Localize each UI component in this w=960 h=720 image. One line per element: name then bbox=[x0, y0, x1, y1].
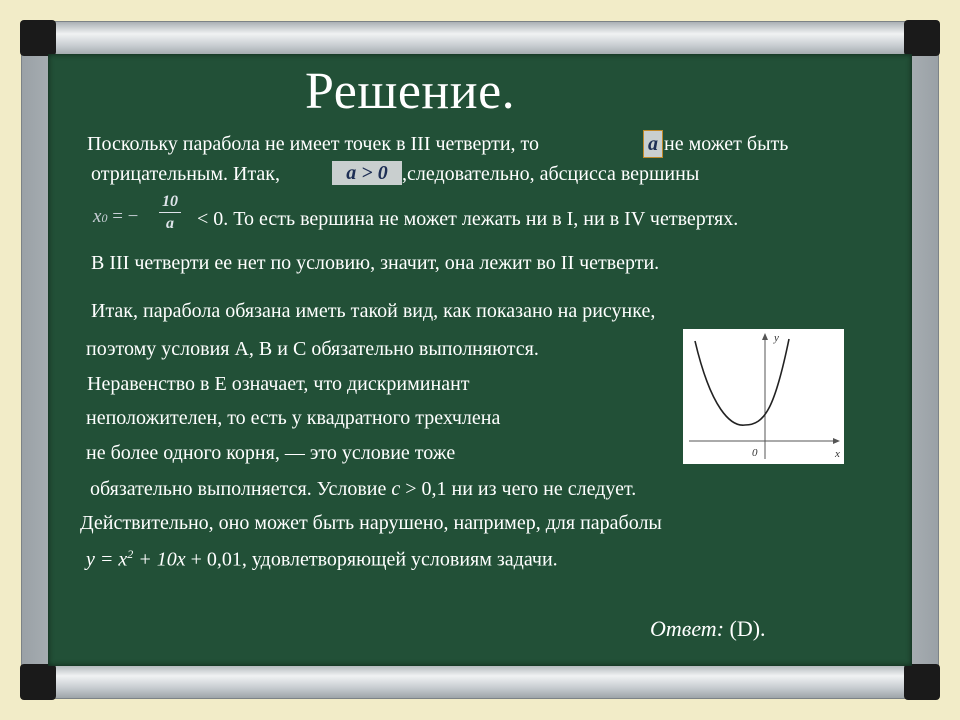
origin-label: 0 bbox=[752, 447, 758, 459]
formula-sub: 0 bbox=[101, 211, 108, 225]
formula-x: x bbox=[93, 206, 102, 227]
text-line-12b: + 0,01, удовлетворяющей условиям задачи. bbox=[185, 548, 558, 571]
text-line-10b: > 0,1 ни из чего не следует. bbox=[400, 478, 637, 500]
board-frame-bottom bbox=[22, 664, 938, 698]
fraction-numerator: 10 bbox=[162, 193, 178, 210]
formula-equals: = − bbox=[112, 206, 139, 227]
parabola-curve bbox=[695, 339, 789, 425]
var-c: c bbox=[391, 478, 401, 500]
math-a: a bbox=[643, 130, 663, 158]
text-line-12 bbox=[86, 547, 558, 572]
board-frame-top bbox=[22, 22, 938, 56]
text-line-7: Неравенство в Е означает, что дискриминант bbox=[87, 373, 470, 395]
text-line-2a: отрицательным. Итак, bbox=[91, 163, 281, 185]
text-line-3: < 0. То есть вершина не может лежать ни в I, ни в IV четвертях. bbox=[197, 208, 739, 230]
text-line-5: Итак, парабола обязана иметь такой вид, как показано на рисунке, bbox=[91, 300, 656, 322]
answer-value: (D). bbox=[724, 616, 766, 641]
math-a-greater-zero: a > 0 bbox=[332, 161, 402, 185]
frame-corner-top-left bbox=[20, 20, 56, 56]
text-line-10a: обязательно выполняется. Условие bbox=[90, 478, 392, 500]
eq-plus-10x: + 10x bbox=[133, 548, 186, 571]
eq-y-x: y = x bbox=[86, 548, 128, 571]
frame-corner-bottom-right bbox=[904, 664, 940, 700]
x-axis-label: x bbox=[835, 448, 840, 460]
y-axis-label: y bbox=[774, 332, 779, 344]
text-line-8: неположителен, то есть у квадратного трехчлена bbox=[86, 407, 501, 429]
x-axis-arrow bbox=[833, 438, 840, 444]
y-axis-arrow bbox=[762, 333, 768, 340]
frame-corner-bottom-left bbox=[20, 664, 56, 700]
text-line-9: не более одного корня, — это условие тоже bbox=[86, 442, 456, 464]
answer bbox=[650, 616, 766, 642]
formula-fraction bbox=[159, 192, 181, 235]
frame-corner-top-right bbox=[904, 20, 940, 56]
text-line-2b: ,следовательно, абсцисса вершины bbox=[402, 163, 700, 185]
fraction-denominator: a bbox=[166, 215, 174, 232]
text-line-1a: Поскольку парабола не имеет точек в III четверти, то bbox=[87, 133, 540, 155]
text-line-10 bbox=[90, 478, 636, 501]
text-line-4: В III четверти ее нет по условию, значит, она лежит во II четверти. bbox=[91, 252, 660, 274]
slide-title: Решение. bbox=[305, 63, 516, 120]
text-line-11: Действительно, оно может быть нарушено, например, для параболы bbox=[80, 512, 662, 534]
text-line-1b: не может быть bbox=[664, 133, 789, 155]
parabola-graph bbox=[683, 329, 844, 464]
answer-label: Ответ: bbox=[650, 616, 725, 641]
text-line-6: поэтому условия А, В и С обязательно выполняются. bbox=[86, 338, 539, 360]
eq-sup: 2 bbox=[127, 547, 134, 561]
vertex-formula bbox=[93, 192, 185, 238]
